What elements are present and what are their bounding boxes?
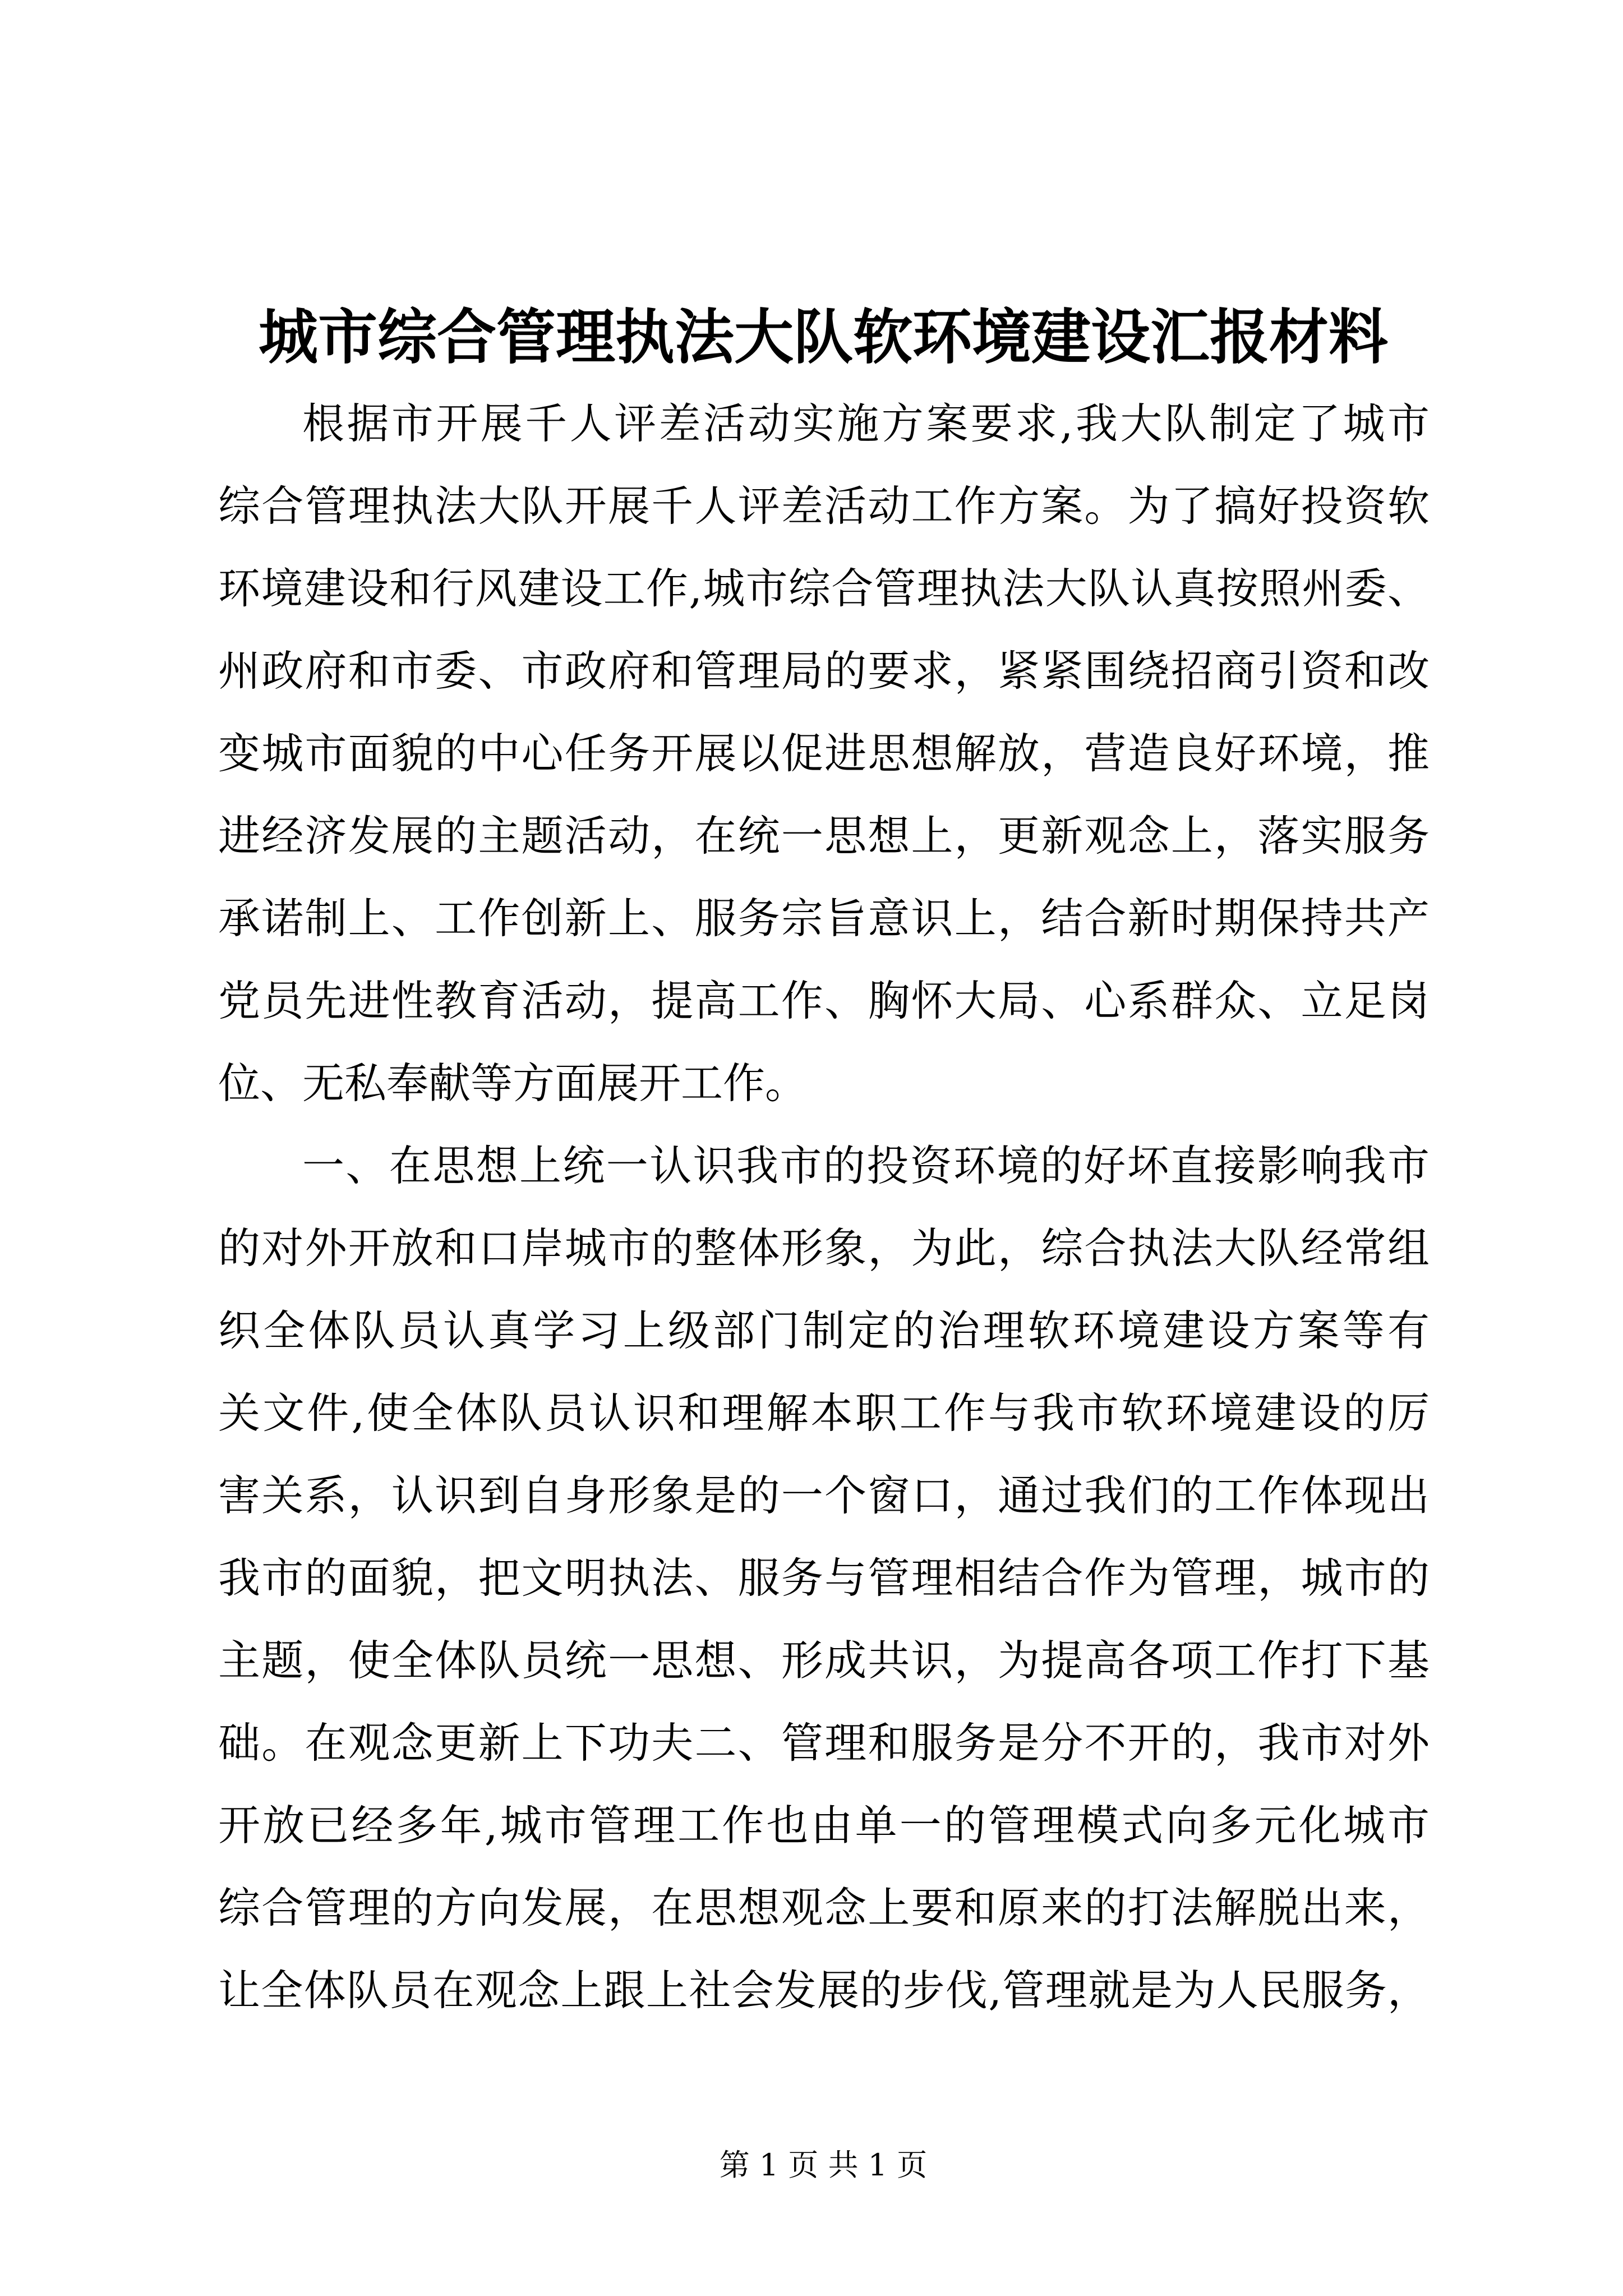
- paragraph-line: 开放已经多年,城市管理工作也由单一的管理模式向多元化城市: [218, 1801, 1430, 1850]
- paragraph-line: 害关系，认识到自身形象是的一个窗口，通过我们的工作体现出: [218, 1471, 1430, 1520]
- paragraph-line: 我市的面貌，把文明执法、服务与管理相结合作为管理，城市的: [218, 1553, 1430, 1603]
- paragraph-section-one: [218, 1125, 1430, 2032]
- paragraph-line: 础。在观念更新上下功夫二、管理和服务是分不开的，我市对外: [218, 1718, 1430, 1768]
- paragraph-line: 环境建设和行风建设工作,城市综合管理执法大队认真按照州委、: [218, 564, 1430, 613]
- paragraph-line: 一、在思想上统一认识我市的投资环境的好坏直接影响我市: [302, 1141, 1430, 1190]
- paragraph-line: 根据市开展千人评差活动实施方案要求,我大队制定了城市: [302, 399, 1430, 448]
- paragraph-intro: [218, 383, 1430, 1125]
- paragraph-line: 综合管理的方向发展，在思想观念上要和原来的打法解脱出来，: [218, 1883, 1430, 1932]
- paragraph-line: 承诺制上、工作创新上、服务宗旨意识上，结合新时期保持共产: [218, 894, 1430, 943]
- paragraph-line: 州政府和市委、市政府和管理局的要求，紧紧围绕招商引资和改: [218, 646, 1430, 696]
- paragraph-line: 位、无私奉献等方面展开工作。: [218, 1059, 808, 1108]
- paragraph-line: 让全体队员在观念上跟上社会发展的步伐,管理就是为人民服务，: [218, 1966, 1430, 2015]
- page-number-footer: 第 1 页 共 1 页: [719, 2147, 928, 2183]
- paragraph-line: 关文件,使全体队员认识和理解本职工作与我市软环境建设的厉: [218, 1388, 1430, 1438]
- paragraph-line: 进经济发展的主题活动，在统一思想上，更新观念上，落实服务: [218, 811, 1430, 861]
- paragraph-line: 综合管理执法大队开展千人评差活动工作方案。为了搞好投资软: [218, 481, 1430, 531]
- paragraph-line: 织全体队员认真学习上级部门制定的治理软环境建设方案等有: [218, 1306, 1430, 1355]
- paragraph-line: 的对外开放和口岸城市的整体形象，为此，综合执法大队经常组: [218, 1223, 1430, 1273]
- document-title: 城市综合管理执法大队软环境建设汇报材料: [259, 302, 1388, 372]
- paragraph-line: 党员先进性教育活动，提高工作、胸怀大局、心系群众、立足岗: [218, 976, 1430, 1025]
- document-body: [218, 383, 1430, 2032]
- paragraph-line: 变城市面貌的中心任务开展以促进思想解放，营造良好环境，推: [218, 729, 1430, 778]
- paragraph-line: 主题，使全体队员统一思想、形成共识，为提高各项工作打下基: [218, 1636, 1430, 1685]
